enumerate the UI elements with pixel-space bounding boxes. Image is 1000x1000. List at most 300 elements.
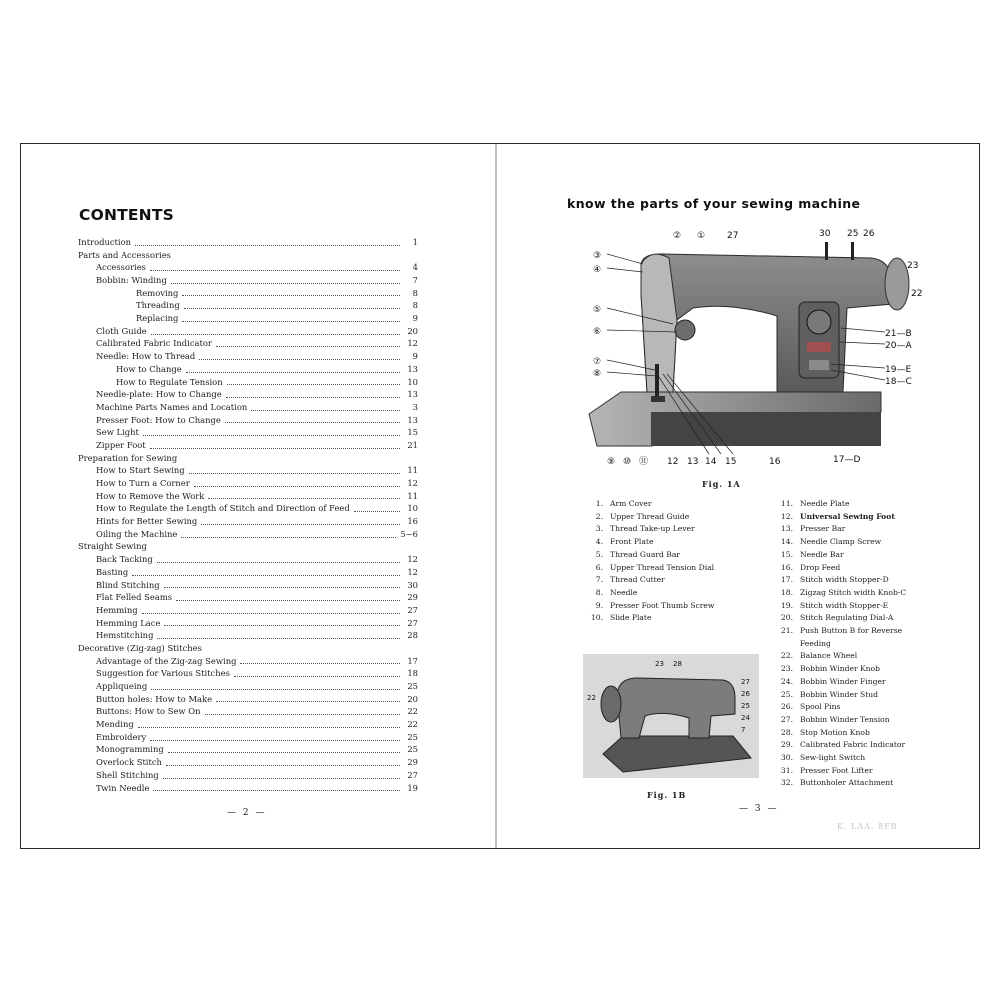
toc-leader-dots (186, 371, 400, 373)
toc-entry (78, 439, 418, 452)
toc-entry (78, 350, 418, 363)
toc-entry-label: Hemming Lace (96, 617, 161, 628)
toc-entry-page: 11 (407, 490, 418, 501)
toc-entry-label: Parts and Accessories (78, 249, 171, 260)
fig1b-callout-23: 23 (655, 660, 664, 668)
part-number: 26. (780, 702, 793, 712)
toc-entry (78, 236, 418, 249)
toc-entry-page: 19 (407, 782, 418, 793)
toc-entry-page: 5~6 (400, 528, 418, 539)
fig1b-caption: Fig. 1B (647, 790, 687, 800)
toc-entry-page: 8 (412, 287, 418, 298)
callout-10: ⑩ (623, 457, 632, 467)
part-number: 27. (780, 714, 793, 724)
part-list-item (583, 587, 714, 600)
toc-entry-page: 13 (407, 363, 418, 374)
toc-entry-label: Hemstitching (96, 630, 154, 641)
toc-leader-dots (150, 269, 400, 271)
toc-entry-label: Straight Sewing (78, 541, 147, 552)
toc-entry-page: 12 (407, 566, 418, 577)
toc-leader-dots (153, 789, 400, 791)
toc-leader-dots (189, 472, 400, 474)
toc-entry (78, 680, 418, 693)
part-number: 28. (780, 727, 793, 737)
part-list-item (583, 549, 714, 562)
toc-entry-label: Button holes: How to Make (96, 693, 213, 704)
part-list-item (773, 511, 906, 524)
part-number: 9. (595, 600, 603, 610)
part-name: Drop Feed (800, 562, 841, 572)
toc-leader-dots (216, 700, 400, 702)
part-list-item (583, 574, 714, 587)
toc-entry-page: 11 (407, 465, 418, 476)
callout-18c: 18—C (885, 377, 912, 387)
toc-entry (78, 579, 418, 592)
part-name: Bobbin Winder Finger (800, 676, 886, 686)
toc-entry-page: 20 (407, 693, 418, 704)
fig1b-callout-25: 25 (741, 702, 750, 710)
toc-entry-page: 18 (407, 668, 418, 679)
toc-entry-label: Introduction (78, 236, 132, 247)
toc-leader-dots (182, 294, 400, 296)
toc-entry-label: Decorative (Zig-zag) Stitches (78, 642, 202, 653)
part-name: Feeding (800, 638, 831, 648)
part-number: 32. (780, 778, 793, 788)
toc-entry-label: How to Change (116, 363, 182, 374)
part-number: 12. (780, 511, 793, 521)
toc-entry-label: Machine Parts Names and Location (96, 401, 248, 412)
part-list-item (773, 600, 906, 613)
callout-9: ⑨ (607, 457, 616, 467)
part-number: 14. (780, 537, 793, 547)
toc-entry-page: 29 (407, 757, 418, 768)
toc-entry-label: How to Regulate the Length of Stitch and Direction of Feed (96, 503, 350, 514)
part-name: Bobbin Winder Tension (800, 714, 890, 724)
part-name: Bobbin Winder Knob (800, 664, 880, 674)
toc-entry (78, 274, 418, 287)
part-list-item (773, 752, 906, 765)
toc-entry-label: Flat Felled Seams (96, 592, 173, 603)
toc-entry (78, 426, 418, 439)
part-number: 2. (595, 511, 603, 521)
part-number: 24. (780, 676, 793, 686)
part-number: 23. (780, 664, 793, 674)
parts-list-right (773, 498, 906, 790)
toc-leader-dots (205, 713, 400, 715)
toc-entry (78, 363, 418, 376)
toc-entry-label: Buttons: How to Sew On (96, 706, 201, 717)
callout-12: 12 (667, 457, 679, 467)
toc-leader-dots (166, 764, 400, 766)
toc-leader-dots (199, 358, 400, 360)
toc-entry-page: 25 (407, 744, 418, 755)
toc-entry (78, 261, 418, 274)
toc-entry-page: 13 (407, 389, 418, 400)
part-number: 6. (595, 562, 603, 572)
toc-entry-label: Needle-plate: How to Change (96, 389, 222, 400)
toc-leader-dots (168, 751, 400, 753)
callout-23: 23 (907, 261, 919, 271)
left-page (21, 144, 495, 848)
toc-entry-page: 10 (407, 376, 418, 387)
toc-leader-dots (201, 523, 400, 525)
part-list-item (773, 676, 906, 689)
toc-leader-dots (181, 536, 396, 538)
toc-leader-dots (176, 599, 400, 601)
part-name: Universal Sewing Foot (800, 511, 895, 521)
toc-entry-page: 22 (407, 719, 418, 730)
part-number: 30. (780, 753, 793, 763)
toc-entry-page: 7 (412, 275, 418, 286)
callout-2: ② (673, 231, 682, 241)
toc-entry (78, 693, 418, 706)
toc-entry-label: Basting (96, 566, 129, 577)
toc-entry (78, 528, 418, 541)
toc-entry (78, 464, 418, 477)
contents-title: CONTENTS (79, 206, 174, 224)
toc-entry-label: Calibrated Fabric Indicator (96, 338, 212, 349)
toc-entry-label: Blind Stitching (96, 579, 160, 590)
page-number: — 3 — (739, 804, 779, 814)
toc-entry (78, 388, 418, 401)
toc-leader-dots (216, 345, 400, 347)
toc-entry (78, 553, 418, 566)
machine-base (651, 412, 881, 446)
part-number: 21. (780, 626, 793, 636)
part-number (773, 638, 793, 651)
part-name: Arm Cover (610, 499, 652, 508)
toc-leader-dots (163, 777, 400, 779)
part-number: 29. (780, 740, 793, 750)
part-list-item (773, 562, 906, 575)
callout-11: ⑪ (639, 457, 649, 467)
toc-entry-label: Back Tacking (96, 554, 153, 565)
part-name: Stitch width Stopper-D (800, 575, 889, 585)
stitch-window (807, 342, 831, 352)
toc-leader-dots (240, 662, 400, 664)
part-number: 31. (780, 765, 793, 775)
fig1b-wheel (601, 686, 621, 722)
part-name: Push Button B for Reverse (800, 626, 903, 636)
callout-5: ⑤ (593, 305, 602, 315)
part-number: 1. (595, 499, 603, 508)
toc-entry-page: 9 (412, 351, 418, 362)
fig1b-callout-28: 28 (673, 660, 682, 668)
callout-4: ④ (593, 265, 602, 275)
part-name: Presser Foot Thumb Screw (610, 600, 715, 610)
needle-bar (655, 364, 659, 398)
callout-15: 15 (725, 457, 737, 467)
part-name: Presser Bar (800, 524, 846, 534)
callout-1: ① (697, 231, 706, 241)
part-number: 3. (595, 524, 603, 534)
part-number: 25. (780, 689, 793, 699)
part-list-item (773, 638, 906, 651)
sewing-machine-figure-1b (583, 654, 759, 778)
toc-entry-page: 16 (407, 516, 418, 527)
toc-entry-page: 30 (407, 579, 418, 590)
toc-entry (78, 299, 418, 312)
sewing-machine-figure-1a (581, 224, 937, 474)
toc-entry-label: Preparation for Sewing (78, 452, 178, 463)
toc-entry (78, 642, 418, 655)
toc-entry-label: How to Start Sewing (96, 465, 185, 476)
toc-entry-label: Oiling the Machine (96, 528, 178, 539)
part-name: Stitch width Stopper-E (800, 600, 889, 610)
callout-13: 13 (687, 457, 699, 467)
callout-16: 16 (769, 457, 781, 467)
toc-entry (78, 452, 418, 465)
toc-entry (78, 249, 418, 262)
callout-25: 25 (847, 229, 859, 239)
toc-leader-dots (132, 574, 400, 576)
part-number: 22. (780, 651, 793, 661)
part-list-item (583, 600, 714, 613)
toc-entry-page: 8 (412, 300, 418, 311)
toc-leader-dots (164, 586, 400, 588)
part-name: Front Plate (610, 537, 654, 547)
right-page (497, 144, 981, 848)
part-name: Calibrated Fabric Indicator (800, 740, 906, 750)
toc-entry (78, 744, 418, 757)
toc-entry-label: Bobbin: Winding (96, 275, 167, 286)
fig1a-caption: Fig. 1A (702, 479, 741, 489)
toc-entry-label: Overlock Stitch (96, 757, 162, 768)
toc-leader-dots (182, 320, 400, 322)
toc-entry-page: 9 (412, 313, 418, 324)
part-name: Thread Guard Bar (610, 549, 681, 559)
toc-entry (78, 414, 418, 427)
toc-entry-label: Presser Foot: How to Change (96, 414, 221, 425)
parts-list-left (583, 498, 714, 625)
toc-entry-label: Hints for Better Sewing (96, 516, 198, 527)
callout-19e: 19—E (885, 365, 912, 375)
toc-entry-page: 4 (412, 262, 418, 273)
part-name: Zigzag Stitch width Knob-C (800, 587, 907, 597)
toc-entry-page: 12 (407, 478, 418, 489)
toc-entry (78, 756, 418, 769)
part-list-item (773, 777, 906, 790)
part-number: 19. (780, 600, 793, 610)
part-number: 16. (780, 562, 793, 572)
toc-entry (78, 782, 418, 795)
toc-entry-page: 22 (407, 706, 418, 717)
callout-20a: 20—A (885, 341, 912, 351)
part-number: 5. (595, 549, 603, 559)
toc-leader-dots (194, 485, 400, 487)
part-list-item (773, 701, 906, 714)
toc-leader-dots (142, 612, 400, 614)
callout-22: 22 (911, 289, 923, 299)
toc-leader-dots (135, 244, 400, 246)
part-number: 4. (595, 537, 603, 547)
toc-entry-page: 27 (407, 769, 418, 780)
toc-entry (78, 376, 418, 389)
toc-entry-label: Hemming (96, 604, 138, 615)
tension-dial (675, 320, 695, 340)
toc-leader-dots (184, 307, 400, 309)
toc-entry (78, 617, 418, 630)
part-name: Stitch Regulating Dial-A (800, 613, 894, 623)
page-number: — 2 — (227, 808, 267, 818)
part-list-item (773, 714, 906, 727)
part-number: 13. (780, 524, 793, 534)
callout-30: 30 (819, 229, 831, 239)
part-name: Needle (610, 587, 638, 597)
toc-entry-label: How to Turn a Corner (96, 478, 190, 489)
callout-14: 14 (705, 457, 717, 467)
part-name: Bobbin Winder Stud (800, 689, 879, 699)
toc-entry-page: 15 (407, 427, 418, 438)
part-name: Presser Foot Lifter (800, 765, 873, 775)
part-name: Thread Cutter (610, 575, 665, 585)
part-name: Spool Pins (800, 702, 841, 712)
toc-leader-dots (143, 434, 400, 436)
toc-entry (78, 655, 418, 668)
callout-26: 26 (863, 229, 875, 239)
toc-entry-label: Mending (96, 719, 134, 730)
part-list-item (773, 549, 906, 562)
part-name: Stop Motion Knob (800, 727, 870, 737)
toc-entry-label: Removing (136, 287, 179, 298)
callout-8: ⑧ (593, 369, 602, 379)
toc-leader-dots (151, 333, 400, 335)
toc-entry-page: 1 (412, 236, 418, 247)
toc-entry (78, 718, 418, 731)
part-list-item (773, 523, 906, 536)
part-list-item (773, 663, 906, 676)
toc-entry-label: How to Regulate Tension (116, 376, 223, 387)
spool-pin-2 (851, 242, 854, 260)
toc-entry-page: 27 (407, 617, 418, 628)
fig1b-callout-27: 27 (741, 678, 750, 686)
fig1b-callout-22: 22 (587, 694, 596, 702)
part-list-item (583, 523, 714, 536)
part-name: Balance Wheel (800, 651, 858, 661)
toc-leader-dots (157, 637, 400, 639)
toc-entry-label: Accessories (96, 262, 146, 273)
toc-entry-label: Twin Needle (96, 782, 150, 793)
toc-entry-page: 21 (407, 439, 418, 450)
toc-entry (78, 731, 418, 744)
part-number: 20. (780, 613, 793, 623)
toc-entry-page: 3 (412, 401, 418, 412)
part-list-item (773, 574, 906, 587)
part-name: Thread Take-up Lever (610, 524, 695, 534)
part-list-item (583, 511, 714, 524)
part-number: 11. (780, 499, 793, 508)
part-list-item (773, 536, 906, 549)
fig1b-callout-7: 7 (741, 726, 746, 734)
part-list-item (583, 498, 714, 511)
toc-entry (78, 629, 418, 642)
part-list-item (773, 739, 906, 752)
part-list-item (583, 562, 714, 575)
toc-entry (78, 769, 418, 782)
toc-leader-dots (150, 447, 400, 449)
part-list-item (773, 689, 906, 702)
toc-leader-dots (150, 739, 400, 741)
part-number: 7. (595, 575, 603, 585)
toc-entry (78, 325, 418, 338)
toc-entry-label: Appliqueing (96, 681, 148, 692)
toc-entry (78, 338, 418, 351)
toc-entry (78, 566, 418, 579)
toc-entry (78, 312, 418, 325)
toc-entry-page: 13 (407, 414, 418, 425)
toc-entry-page: 12 (407, 554, 418, 565)
toc-leader-dots (151, 688, 400, 690)
part-name: Sew-light Switch (800, 753, 866, 763)
toc-entry-page: 28 (407, 630, 418, 641)
toc-entry-label: Embroidery (96, 731, 147, 742)
toc-entry-page: 27 (407, 604, 418, 615)
part-number: 18. (780, 587, 793, 597)
toc-entry-page: 17 (407, 655, 418, 666)
fig1b-callout-26: 26 (741, 690, 750, 698)
manual-spread (20, 143, 980, 849)
callout-27: 27 (727, 231, 739, 241)
part-list-item (583, 536, 714, 549)
part-number: 15. (780, 549, 793, 559)
toc-leader-dots (354, 510, 400, 512)
part-number: 10. (590, 613, 603, 623)
toc-entry (78, 604, 418, 617)
toc-entry-label: Needle: How to Thread (96, 351, 196, 362)
presser-foot (651, 396, 665, 402)
toc-entry-page: 20 (407, 325, 418, 336)
toc-entry-label: Advantage of the Zig-zag Sewing (96, 655, 237, 666)
toc-entry (78, 490, 418, 503)
part-list-item (773, 650, 906, 663)
toc-leader-dots (234, 675, 400, 677)
toc-entry (78, 477, 418, 490)
faded-stamp: K. LAA. 8FB (837, 822, 898, 831)
callout-21b: 21—B (885, 329, 912, 339)
toc-entry-label: Cloth Guide (96, 325, 147, 336)
callout-7: ⑦ (593, 357, 602, 367)
toc-leader-dots (225, 421, 400, 423)
balance-wheel (885, 258, 909, 310)
part-number: 17. (780, 575, 793, 585)
toc-entry-page: 25 (407, 681, 418, 692)
part-name: Needle Bar (800, 549, 844, 559)
toc-entry (78, 515, 418, 528)
part-name: Upper Thread Tension Dial (610, 562, 715, 572)
toc-entry (78, 502, 418, 515)
part-name: Upper Thread Guide (610, 511, 690, 521)
toc-entry-label: Sew Light (96, 427, 139, 438)
toc-entry-label: Shell Stitching (96, 769, 159, 780)
toc-entry-page: 29 (407, 592, 418, 603)
toc-leader-dots (138, 726, 400, 728)
part-list-item (773, 625, 906, 638)
toc-entry-label: Monogramming (96, 744, 164, 755)
part-list-item (773, 612, 906, 625)
part-list-item (773, 727, 906, 740)
toc-entry-page: 25 (407, 731, 418, 742)
table-of-contents (78, 236, 418, 794)
toc-entry (78, 591, 418, 604)
toc-entry (78, 401, 418, 414)
parts-title: know the parts of your sewing machine (567, 196, 861, 211)
part-list-item (773, 765, 906, 778)
toc-leader-dots (227, 383, 400, 385)
part-number: 8. (595, 587, 603, 597)
toc-leader-dots (208, 497, 400, 499)
callout-17d: 17—D (833, 455, 861, 465)
zigzag-knob (809, 360, 829, 370)
